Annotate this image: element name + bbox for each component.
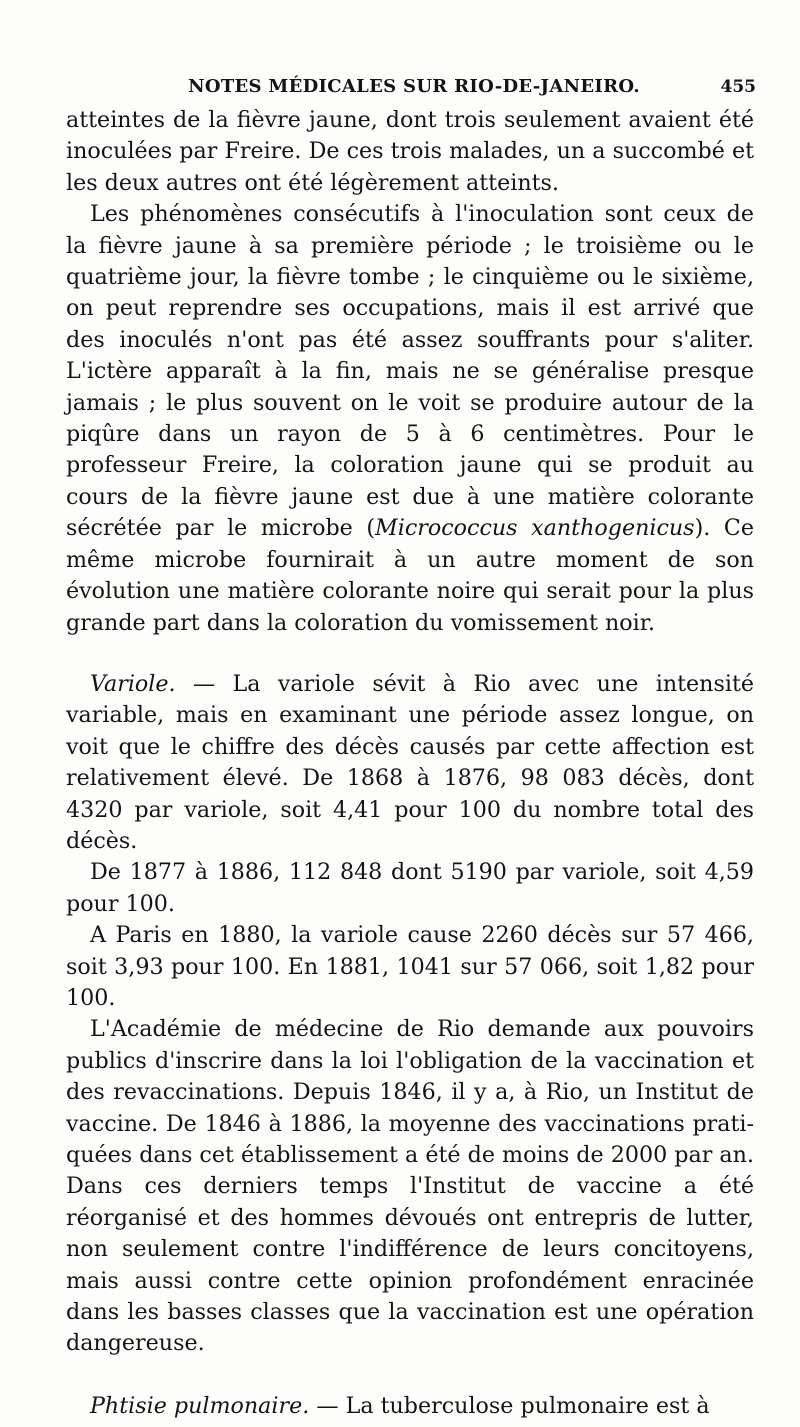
body-text: [66, 105, 754, 1422]
section-heading-variole: Variole.: [90, 670, 176, 697]
section-heading-phtisie: Phtisie pulmonaire.: [90, 1392, 310, 1419]
paragraph-text: — La tuberculose pulmonaire est à: [309, 1392, 710, 1419]
paragraph-inoculation-phenomena: [66, 199, 754, 639]
page-header: [58, 72, 770, 102]
paragraph-continuation: atteintes de la fièvre jaune, dont trois seulement avaient été inoculées par Freire. De ces trois malades, un a succombé et les deux autres ont été légèrement atteints.: [66, 107, 754, 196]
paragraph-variole: [66, 669, 754, 857]
paragraph-stats-1877: De 1877 à 1886, 112 848 dont 5190 par variole, soit 4,59 pour 100.: [66, 859, 754, 917]
paragraph-text: — La variole sévit à Rio avec une intensité variable, mais en examinant une période assez longue, on voit que le chiffre des décès causés par cette affection est relativement élevé. De 1868 à 1876, 98 083 décès, dont 4320 par variole, soit 4,41 pour 100 du nombre total des décès.: [66, 670, 754, 854]
italic-microbe-name: Micrococcus xanthogenicus: [375, 515, 695, 542]
paragraph-text: Les phénomènes consécutifs à l'inoculation sont ceux de la fièvre jaune à sa première période ; le troisième ou le quatrième jour, la fièvre tombe ; le cinquième ou le sixième, on peut reprendre ses occupations, mais il est arrivé que des inoculés n'ont pas été assez souffrants pour s'aliter. L'ictère apparaît à la fin, mais ne se généralise presque jamais ; le plus souvent on le voit se produire autour de la piqûre dans un rayon de 5 à 6 centimètres. Pour le professeur Freire, la coloration jaune qui se produit au cours de la fièvre jaune est due à une matière colorante sécrétée par le microbe (: [66, 201, 754, 542]
running-title: NOTES MÉDICALES SUR RIO-DE-JANEIRO.: [188, 76, 640, 97]
page-number: 455: [720, 77, 756, 97]
paragraph-academie: L'Académie de médecine de Rio demande aux pouvoirs publics d'inscrire dans la loi l'obligation de la vaccination et des revaccinations. Depuis 1846, il y a, à Rio, un Institut de vaccine. De 1846 à 1886, la moyenne des vaccinations pratiquées dans cet établissement a été de moins de 2000 par an. Dans ces derniers temps l'Institut de vaccine a été réorganisé et des hommes dévoués ont entrepris de lutter, non seulement contre l'indifférence de leurs concitoyens, mais aussi contre cette opinion profondément enracinée dans les basses classes que la vaccination est une opération dangereuse.: [66, 1016, 754, 1357]
paragraph-phtisie: [66, 1391, 754, 1422]
paragraph-text: ). Ce même microbe fournirait à un autre moment de son évolution une matière colorante noire qui serait pour la plus grande part dans la coloration du vomissement noir.: [66, 515, 754, 636]
paragraph-stats-paris: A Paris en 1880, la variole cause 2260 décès sur 57 466, soit 3,93 pour 100. En 1881, 1041 sur 57 066, soit 1,82 pour 100.: [66, 922, 754, 1011]
